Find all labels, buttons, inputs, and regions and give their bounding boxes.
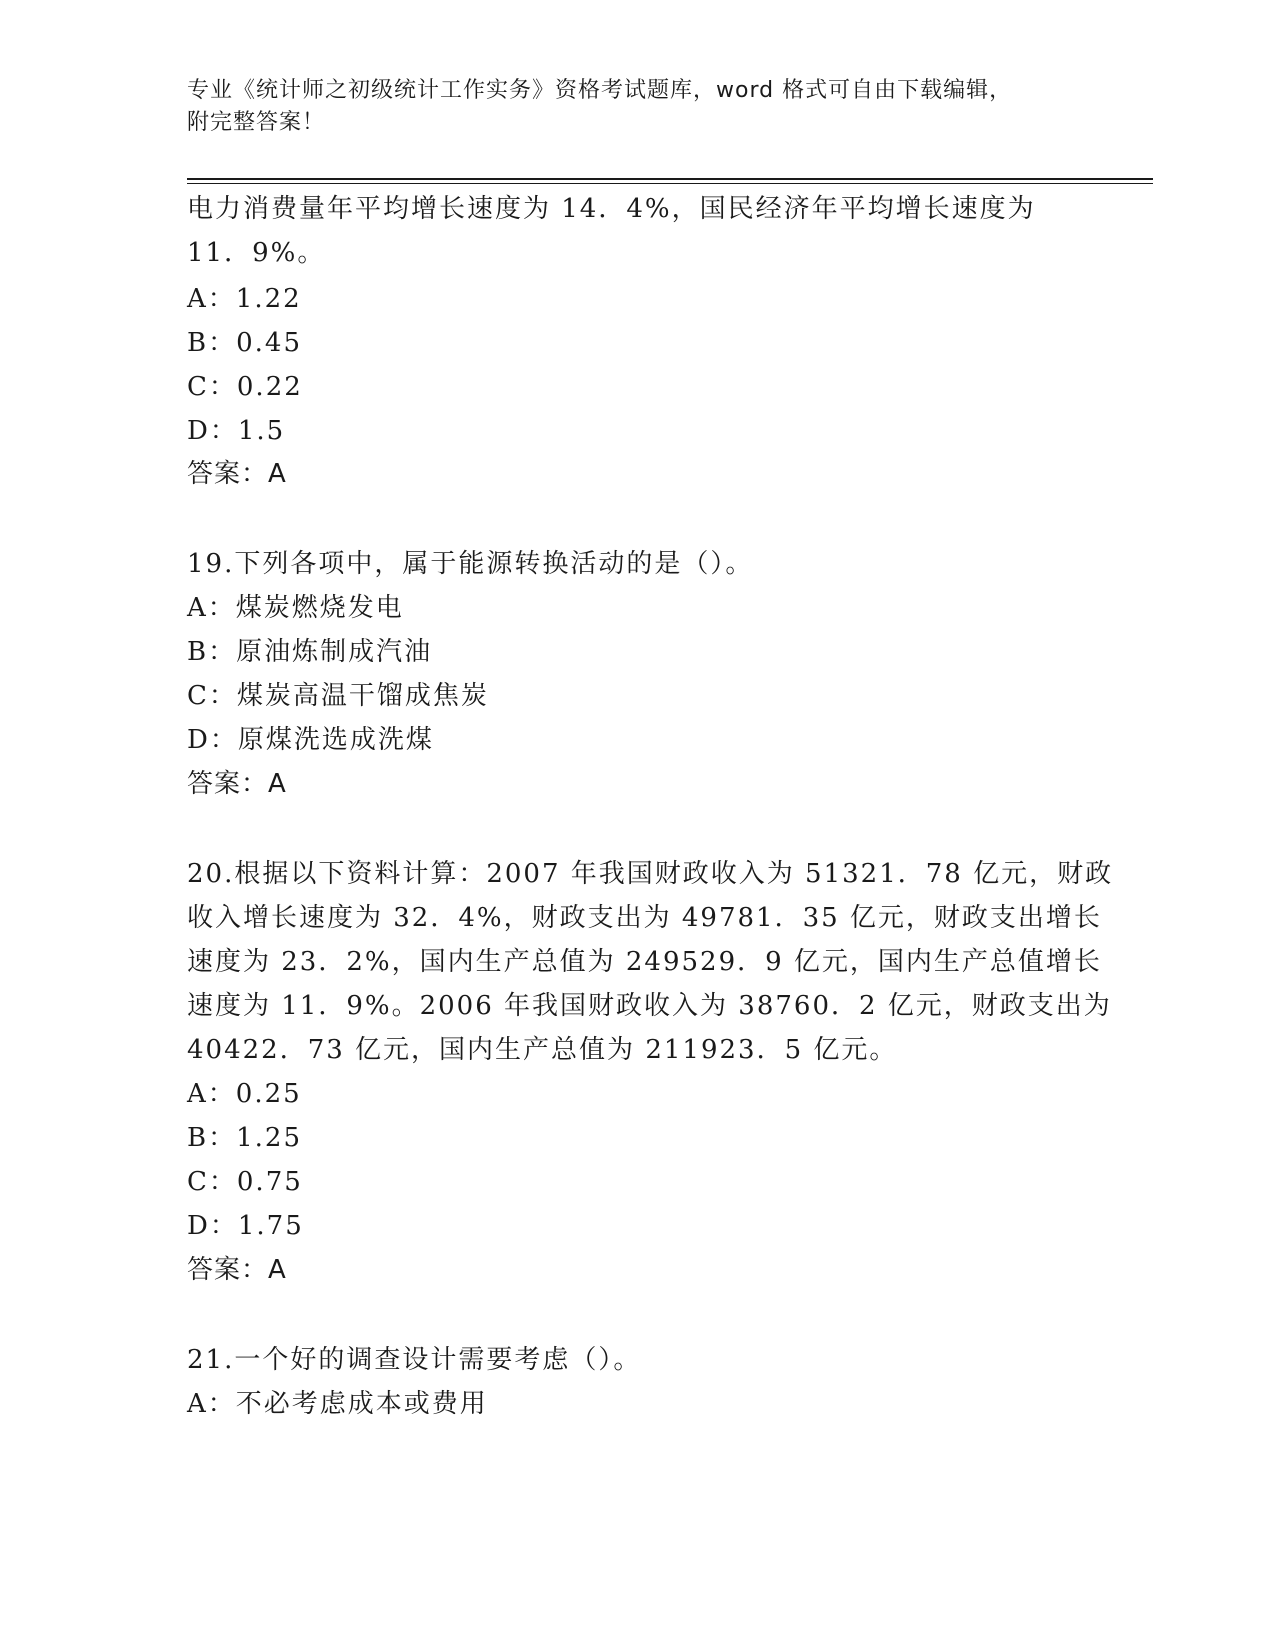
- q19-option-b: B：原油炼制成汽油: [187, 637, 433, 667]
- q20-option-d: D：1.75: [187, 1211, 304, 1241]
- q19-question: 19.下列各项中，属于能源转换活动的是（）。: [187, 549, 754, 579]
- q18-option-b: B：0.45: [187, 328, 302, 358]
- q19-option-a: A：煤炭燃烧发电: [187, 593, 404, 623]
- q20-option-c: C：0.75: [187, 1167, 303, 1197]
- q18-text-line-1: 电力消费量年平均增长速度为 14．4%，国民经济年平均增长速度为: [187, 194, 1036, 224]
- q19-option-d: D：原煤洗选成洗煤: [187, 725, 434, 755]
- q21-option-a: A：不必考虑成本或费用: [187, 1389, 488, 1419]
- q18-option-d: D：1.5: [187, 416, 286, 446]
- q18-answer: 答案：A: [187, 459, 287, 489]
- header-divider-thin: [187, 183, 1153, 184]
- q20-text-line-1: 20.根据以下资料计算：2007 年我国财政收入为 51321．78 亿元，财政: [187, 859, 1114, 889]
- q20-text-line-5: 40422．73 亿元，国内生产总值为 211923．5 亿元。: [187, 1035, 898, 1065]
- document-header: [187, 75, 1087, 139]
- q18-option-a: A：1.22: [187, 284, 302, 314]
- q19-option-c: C：煤炭高温干馏成焦炭: [187, 681, 489, 711]
- q18-option-c: C：0.22: [187, 372, 303, 402]
- q19-answer: 答案：A: [187, 769, 287, 799]
- q20-answer: 答案：A: [187, 1255, 287, 1285]
- q20-text-line-3: 速度为 23．2%，国内生产总值为 249529．9 亿元，国内生产总值增长: [187, 947, 1102, 977]
- q20-text-line-4: 速度为 11．9%。2006 年我国财政收入为 38760．2 亿元，财政支出为: [187, 991, 1112, 1021]
- q20-text-line-2: 收入增长速度为 32．4%，财政支出为 49781．35 亿元，财政支出增长: [187, 903, 1102, 933]
- q20-option-b: B：1.25: [187, 1123, 302, 1153]
- q20-option-a: A：0.25: [187, 1079, 302, 1109]
- q21-question: 21.一个好的调查设计需要考虑（）。: [187, 1345, 642, 1375]
- header-line-1: 专业《统计师之初级统计工作实务》资格考试题库，word 格式可自由下载编辑，: [187, 78, 1013, 103]
- q18-text-line-2: 11．9%。: [187, 238, 326, 268]
- header-divider-thick: [187, 178, 1153, 180]
- header-line-2: 附完整答案！: [187, 110, 326, 135]
